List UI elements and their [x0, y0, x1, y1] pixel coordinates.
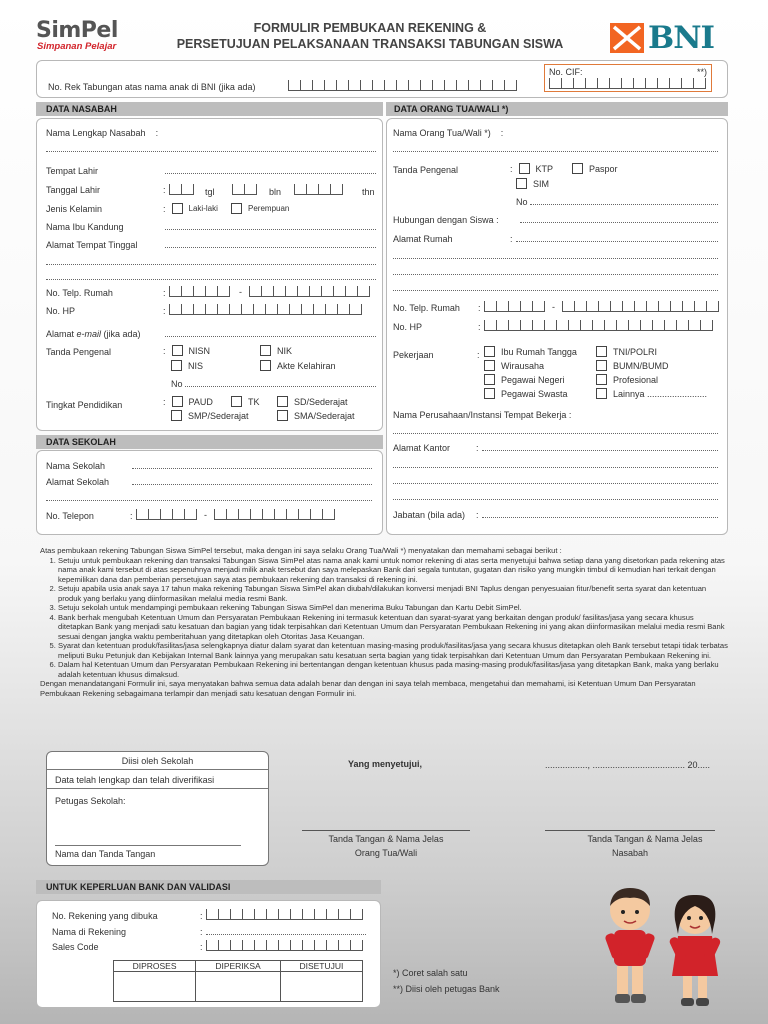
job-option-6[interactable]: BUMN/BUMD [596, 360, 669, 371]
data-sekolah-header: DATA SEKOLAH [36, 435, 383, 449]
bni-emblem-icon [610, 23, 644, 53]
jenis-kelamin-label: Jenis Kelamin [46, 204, 103, 214]
rekening-dibuka-input[interactable] [206, 909, 363, 920]
sales-code-label: Sales Code [52, 942, 99, 952]
cif-label: No. CIF: [549, 67, 583, 77]
paud-option[interactable]: : PAUD [163, 396, 213, 407]
kantor-field-4[interactable] [393, 492, 718, 500]
kantor-field-1[interactable] [482, 443, 718, 451]
dash: - [552, 302, 555, 312]
cif-note: **) [696, 67, 707, 77]
colon: : [478, 303, 481, 313]
job-option-4[interactable]: Pegawai Swasta [484, 388, 568, 399]
kantor-label: Alamat Kantor [393, 443, 451, 453]
hp-ortu-input[interactable] [484, 320, 713, 331]
dash: - [239, 287, 242, 297]
validation-table [113, 960, 363, 1002]
colon: : [477, 350, 480, 360]
job-option-8[interactable]: Lainnya ........................ [596, 388, 707, 399]
nisn-checkbox[interactable] [172, 345, 183, 356]
mascot-girl-illustration [660, 890, 730, 1010]
colon: : [163, 185, 166, 195]
sig-ortu-line1: Tanda Tangan & Nama Jelas [328, 834, 444, 844]
job-checkbox[interactable] [596, 346, 607, 357]
nama-rekening-label: Nama di Rekening [52, 927, 127, 937]
tk-option[interactable]: TK [231, 396, 260, 407]
form-title-line2: PERSETUJUAN PELAKSANAAN TRANSAKSI TABUNGAN SISWA [176, 37, 564, 51]
perempuan-option[interactable]: Perempuan [231, 203, 289, 214]
email-label: Alamat e-mail (jika ada) [46, 329, 141, 339]
kantor-field-3[interactable] [393, 476, 718, 484]
nik-checkbox[interactable] [260, 345, 271, 356]
petugas-sekolah-label: Petugas Sekolah: [55, 796, 126, 806]
telepon-sekolah-label: No. Telepon [46, 511, 94, 521]
telp-ortu-area-input[interactable] [484, 301, 545, 312]
dash: - [204, 510, 207, 520]
terms-intro: Atas pembukaan rekening Tabungan Siswa SimPel tersebut, maka dengan ini saya selaku Orang Tua/Wali *) menyatakan dan memahami sebagai berikut : [40, 546, 562, 555]
terms-closing: Dengan menandatangani Formulir ini, saya menyatakan bahwa semua data adalah benar dan dengan ini saya telah membaca, mengetahui dan memahami, isi Ketentuan Umum Dan Persyaratan Pembukaan Rekening sebagaimana terlampir dan menjadi satu kesatuan dengan Formulir ini. [40, 679, 696, 698]
no-pengenal-ortu-label: No [516, 197, 528, 207]
job-option-5[interactable]: TNI/POLRI [596, 346, 657, 357]
kantor-field-2[interactable] [393, 460, 718, 468]
smp-option[interactable]: SMP/Sederajat [171, 410, 249, 421]
signature-line-ortu[interactable] [302, 830, 470, 831]
school-box-verified: Data telah lengkap dan telah diverifikasi [55, 775, 215, 785]
laki-checkbox[interactable] [172, 203, 183, 214]
nis-checkbox[interactable] [171, 360, 182, 371]
alamat-sekolah-field-1[interactable] [132, 477, 372, 485]
no-pengenal-ortu-field[interactable] [530, 197, 718, 205]
job-option-2[interactable]: Wirausaha [484, 360, 544, 371]
telp-ortu-label: No. Telp. Rumah [393, 303, 460, 313]
alamat-field-1[interactable] [165, 240, 376, 248]
hp-ortu-label: No. HP [393, 322, 423, 332]
colon: : [163, 288, 166, 298]
smp-checkbox[interactable] [171, 410, 182, 421]
nama-ortu-field[interactable] [393, 144, 718, 152]
akte-checkbox[interactable] [260, 360, 271, 371]
nama-nasabah-field[interactable] [46, 144, 376, 152]
ibu-label: Nama Ibu Kandung [46, 222, 124, 232]
sig-nasabah-line2: Nasabah [611, 848, 649, 858]
nama-ortu-label: Nama Orang Tua/Wali *) : [393, 128, 504, 138]
telepon-sekolah-area-input[interactable] [136, 509, 197, 520]
divider [46, 788, 269, 789]
terms-item: 6. Dalam hal Ketentuan Umum dan Persyaratan Pembukaan Rekening ini bertentangan dengan ketentuan khusus pada masing-masing produk/fasilitas/jasa yang ditetapkan Bank, maka yang berlaku adalah ketentuan khusus dimaksud. [58, 660, 728, 679]
ktp-checkbox[interactable] [519, 163, 530, 174]
nama-sekolah-field[interactable] [132, 461, 372, 469]
sd-option[interactable]: SD/Sederajat [277, 396, 348, 407]
perempuan-checkbox[interactable] [231, 203, 242, 214]
mascot-boy-illustration [590, 882, 670, 1010]
pendidikan-label: Tingkat Pendidikan [46, 400, 123, 410]
job-checkbox[interactable] [484, 374, 495, 385]
bni-logo [610, 20, 714, 56]
alamat-ortu-field-1[interactable] [516, 234, 718, 242]
rekening-dibuka-label: No. Rekening yang dibuka [52, 911, 158, 921]
sma-checkbox[interactable] [277, 410, 288, 421]
job-checkbox[interactable] [484, 360, 495, 371]
alamat-ortu-field-4[interactable] [393, 283, 718, 291]
cell-diperiksa[interactable] [196, 972, 281, 1002]
jabatan-field[interactable] [482, 510, 718, 518]
colon: : [200, 942, 203, 952]
tanggal-lahir-label: Tanggal Lahir [46, 185, 101, 195]
thn-label: thn [362, 187, 375, 197]
bln-label: bln [269, 187, 282, 197]
job-checkbox[interactable] [596, 388, 607, 399]
nama-nasabah-label: Nama Lengkap Nasabah : [46, 128, 159, 138]
paspor-checkbox[interactable] [572, 163, 583, 174]
akte-option[interactable]: Akte Kelahiran [260, 360, 336, 371]
col-diproses: DIPROSES [114, 961, 196, 972]
perusahaan-label: Nama Perusahaan/Instansi Tempat Bekerja : [393, 410, 572, 420]
colon: : [130, 511, 133, 521]
colon: : [478, 322, 481, 332]
thn-input[interactable] [294, 184, 343, 195]
school-sign-label: Nama dan Tanda Tangan [55, 849, 156, 859]
school-box-title: Diisi oleh Sekolah [121, 756, 194, 766]
colon: : [163, 306, 166, 316]
email-field[interactable] [165, 329, 376, 337]
tempat-lahir-label: Tempat Lahir [46, 166, 99, 176]
nis-option[interactable]: NIS [171, 360, 203, 371]
terms-text [40, 546, 728, 698]
job-checkbox[interactable] [484, 388, 495, 399]
tk-checkbox[interactable] [231, 396, 242, 407]
alamat-ortu-field-3[interactable] [393, 267, 718, 275]
paspor-option[interactable]: Paspor [572, 163, 618, 174]
job-option-3[interactable]: Pegawai Negeri [484, 374, 565, 385]
terms-item: 4. Bank berhak mengubah Ketentuan Umum dan Persyaratan Pembukaan Rekening ini termasuk ketentuan dan syarat-syarat yang berkaitan dengan produk/ fasilitas/jasa yang secara khusus ditetapkan Bank yang menjadi satu kesatuan dan bagian yang tidak terpisahkan dari Ketentuan Umum dan Persyaratan Pembukaan Rekening ini yang akan diinformasikan melalui media resmi Bank sesuai dengan jangka waktu pemberitahuan yang ditetapkan oleh Otoritas Jasa Keuangan. [58, 613, 728, 642]
telp-ortu-number-input[interactable] [562, 301, 719, 312]
nama-rekening-field[interactable] [206, 927, 366, 935]
alamat-label: Alamat Tempat Tinggal [46, 240, 138, 250]
hubungan-label: Hubungan dengan Siswa : [393, 215, 499, 225]
sim-option[interactable]: SIM [516, 178, 549, 189]
hubungan-field[interactable] [520, 215, 718, 223]
telp-area-input[interactable] [169, 286, 230, 297]
signature-line-nasabah[interactable] [545, 830, 715, 831]
colon: : [476, 510, 479, 520]
terms-item: 3. Setuju sekolah untuk mendampingi pembukaan rekening Tabungan Siswa SimPel dan menerima Buku Tabungan dan Kartu Debit SimPel. [58, 603, 728, 613]
telepon-sekolah-number-input[interactable] [214, 509, 335, 520]
sig-ortu-line2: Orang Tua/Wali [354, 848, 418, 858]
alamat-sekolah-label: Alamat Sekolah [46, 477, 110, 487]
job-checkbox[interactable] [596, 360, 607, 371]
colon: : [510, 234, 513, 244]
bank-section-header: UNTUK KEPERLUAN BANK DAN VALIDASI [36, 880, 381, 894]
alamat-ortu-label: Alamat Rumah [393, 234, 453, 244]
divider [46, 769, 269, 770]
laki-option[interactable]: : Laki-laki [163, 203, 218, 214]
rek-input[interactable] [288, 80, 517, 91]
ibu-field[interactable] [165, 222, 376, 230]
hp-input[interactable] [169, 304, 362, 315]
cell-diproses[interactable] [114, 972, 196, 1002]
jabatan-label: Jabatan (bila ada) [393, 510, 466, 520]
terms-item: 5. Syarat dan ketentuan produk/fasilitas/jasa selengkapnya diatur dalam syarat dan ketentuan masing-masing produk/fasilitas/jasa yang secara khusus ditetapkan oleh Bank tersebut tetapi tidak terbatas meliputi Buku Petunjuk dan Kebijakan Internal Bank lainnya yang merupakan satu kesatuan serta bagian yang tidak terpisahkan dari Ketentuan Umum dan Persyaratan Pembukaan Rekening ini. [58, 641, 728, 660]
tgl-label: tgl [205, 187, 215, 197]
rek-label: No. Rek Tabungan atas nama anak di BNI (jika ada) [48, 82, 256, 92]
cif-input[interactable] [549, 78, 706, 89]
pengenal-label: Tanda Pengenal [46, 347, 112, 357]
terms-item: 2. Setuju apabila usia anak saya 17 tahun maka rekening Tabungan Siswa SimPel akan diubah/dilakukan konversi menjadi BNI Taplus dengan penyesuaian fitur/benefit serta syarat dan ketentuan produk yang berlaku yang diinformasikan melalui media resmi Bank. [58, 584, 728, 603]
approval-label: Yang menyetujui, [348, 759, 423, 769]
bln-input[interactable] [232, 184, 257, 195]
signature-line [55, 845, 241, 846]
colon: : [200, 927, 203, 937]
nama-sekolah-label: Nama Sekolah [46, 461, 106, 471]
form-title-line1: FORMULIR PEMBUKAAN REKENING & [253, 21, 487, 35]
data-ortu-header: DATA ORANG TUA/WALI *) [386, 102, 728, 116]
cif-box[interactable] [544, 64, 712, 92]
job-option-1[interactable]: Ibu Rumah Tangga [484, 346, 577, 357]
sd-checkbox[interactable] [277, 396, 288, 407]
telp-label: No. Telp. Rumah [46, 288, 113, 298]
col-diperiksa: DIPERIKSA [196, 961, 281, 972]
simpel-logo-subtitle: Simpanan Pelajar [37, 41, 117, 52]
job-checkbox[interactable] [484, 346, 495, 357]
job-option-7[interactable]: Profesional [596, 374, 658, 385]
hp-label: No. HP [46, 306, 76, 316]
terms-item: 1. Setuju untuk pembukaan rekening dan transaksi Tabungan Siswa SimPel atas nama anak kami untuk nomor rekening di atas serta menyetujui bahwa setiap dana yang disetorkan pada rekening atas nama anak kami tersebut di atas sepenuhnya menjadi milik anak tersebut dan saya melepaskan Bank dari segala tuntutan, gugatan dan risiko yang mungkin timbul di kemudian hari terkait dengan kepemilikan dana dan pemberian persetujuan saya atas pembukaan rekening dan transaksi di rekening ini. [58, 556, 728, 585]
colon: : [200, 911, 203, 921]
sales-code-input[interactable] [206, 940, 363, 951]
note-2: **) Diisi oleh petugas Bank [393, 984, 500, 994]
sim-checkbox[interactable] [516, 178, 527, 189]
terms-list [40, 556, 728, 680]
simpel-logo: SimPel [36, 18, 118, 43]
telp-number-input[interactable] [249, 286, 370, 297]
data-nasabah-header: DATA NASABAH [36, 102, 383, 116]
no-pengenal-field[interactable] [185, 379, 376, 387]
alamat-sekolah-field-2[interactable] [46, 493, 372, 501]
approval-date[interactable]: ................., ..................................... 20..... [545, 760, 711, 770]
job-checkbox[interactable] [596, 374, 607, 385]
col-disetujui: DISETUJUI [280, 961, 362, 972]
colon: : [476, 443, 479, 453]
perusahaan-field[interactable] [393, 426, 718, 434]
sig-nasabah-line1: Tanda Tangan & Nama Jelas [587, 834, 703, 844]
alamat-field-2[interactable] [46, 257, 376, 265]
nik-option[interactable]: NIK [260, 345, 292, 356]
nisn-option[interactable]: : NISN [163, 345, 211, 356]
alamat-field-3[interactable] [46, 272, 376, 280]
cell-disetujui[interactable] [280, 972, 362, 1002]
note-1: *) Coret salah satu [393, 968, 468, 978]
paud-checkbox[interactable] [172, 396, 183, 407]
tgl-input[interactable] [169, 184, 194, 195]
pengenal-ortu-label: Tanda Pengenal [393, 165, 459, 175]
ktp-option[interactable]: : KTP [510, 163, 554, 174]
tempat-lahir-field[interactable] [165, 166, 376, 174]
no-pengenal-label: No [171, 379, 183, 389]
bni-logo-text: BNI [648, 20, 715, 56]
pekerjaan-label: Pekerjaan [393, 350, 434, 360]
alamat-ortu-field-2[interactable] [393, 251, 718, 259]
form-title [150, 20, 590, 52]
sma-option[interactable]: SMA/Sederajat [277, 410, 355, 421]
